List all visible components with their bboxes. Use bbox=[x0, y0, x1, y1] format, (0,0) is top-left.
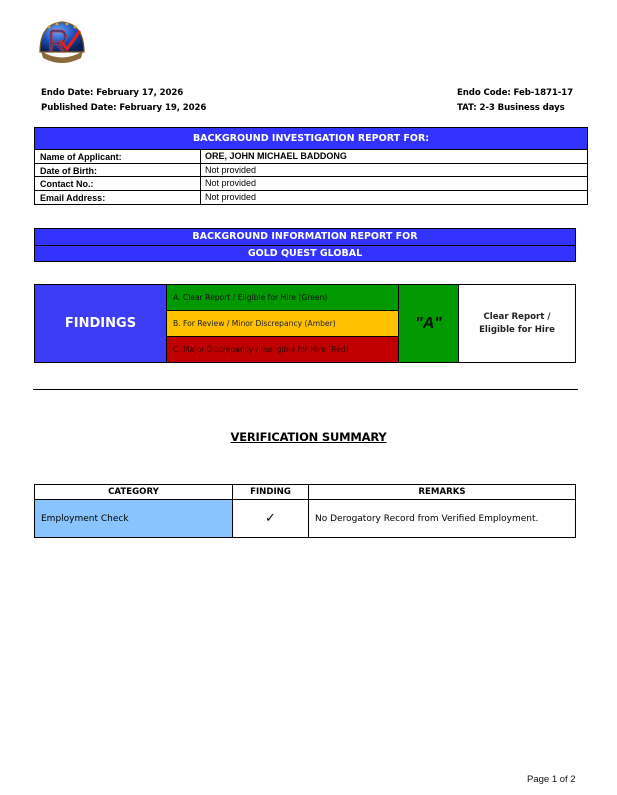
endo-date: Endo Date: February 17, 2026 bbox=[41, 88, 184, 98]
column-header-remarks: REMARKS bbox=[309, 485, 576, 500]
legend-item-red: C. Major Discrepancy / Ineligible for Hire (Red) bbox=[167, 336, 398, 362]
verification-summary-title bbox=[0, 428, 617, 446]
page-number: Page 1 of 2 bbox=[527, 774, 576, 785]
applicant-row-email bbox=[35, 191, 587, 205]
rv-checkmark-globe-logo-icon bbox=[37, 18, 87, 66]
row-label: Date of Birth: bbox=[35, 164, 201, 177]
section-title-text: VERIFICATION SUMMARY bbox=[230, 430, 387, 444]
published-date: Published Date: February 19, 2026 bbox=[41, 103, 207, 113]
row-value: Not provided bbox=[205, 164, 257, 175]
checkmark-icon: ✓ bbox=[233, 500, 309, 538]
endorsement-info bbox=[41, 86, 206, 116]
section-divider bbox=[33, 389, 578, 390]
findings-result bbox=[459, 285, 575, 362]
table-row bbox=[35, 500, 576, 538]
findings-result-line: Clear Report / bbox=[483, 311, 551, 322]
turnaround-time: TAT: 2-3 Business days bbox=[457, 103, 565, 113]
column-header-category: CATEGORY bbox=[35, 485, 233, 500]
legend-item-amber: B. For Review / Minor Discrepancy (Amber) bbox=[167, 310, 398, 336]
row-label: Email Address: bbox=[35, 191, 201, 205]
row-label: Name of Applicant: bbox=[35, 150, 201, 163]
applicant-row-name bbox=[35, 150, 587, 164]
info-band-heading: BACKGROUND INFORMATION REPORT FOR bbox=[35, 229, 575, 245]
findings-grade: "A" bbox=[399, 285, 459, 362]
endo-code: Endo Code: Feb-1871-17 bbox=[457, 88, 573, 98]
applicant-row-dob bbox=[35, 164, 587, 178]
row-label: Contact No.: bbox=[35, 177, 201, 190]
findings-panel bbox=[34, 284, 576, 363]
verification-table bbox=[34, 484, 576, 538]
category-cell: Employment Check bbox=[35, 500, 233, 538]
findings-label: FINDINGS bbox=[35, 285, 167, 362]
endorsement-code-info bbox=[457, 86, 573, 116]
applicant-table bbox=[34, 127, 588, 205]
findings-result-line: Eligible for Hire bbox=[479, 324, 555, 335]
column-header-finding: FINDING bbox=[233, 485, 309, 500]
company-logo bbox=[37, 18, 87, 66]
client-info-band bbox=[34, 228, 576, 262]
applicant-table-title: BACKGROUND INVESTIGATION REPORT FOR: bbox=[35, 128, 587, 150]
row-value: Not provided bbox=[205, 191, 257, 202]
row-value: Not provided bbox=[205, 178, 257, 188]
legend-item-green: A. Clear Report / Eligible for Hire (Green) bbox=[167, 285, 398, 310]
table-header-row bbox=[35, 485, 576, 500]
row-value: ORE, JOHN MICHAEL BADDONG bbox=[205, 151, 347, 161]
applicant-row-contact bbox=[35, 177, 587, 191]
client-name: GOLD QUEST GLOBAL bbox=[35, 245, 575, 261]
findings-legend bbox=[167, 285, 399, 362]
remarks-cell: No Derogatory Record from Verified Employment. bbox=[309, 500, 576, 538]
